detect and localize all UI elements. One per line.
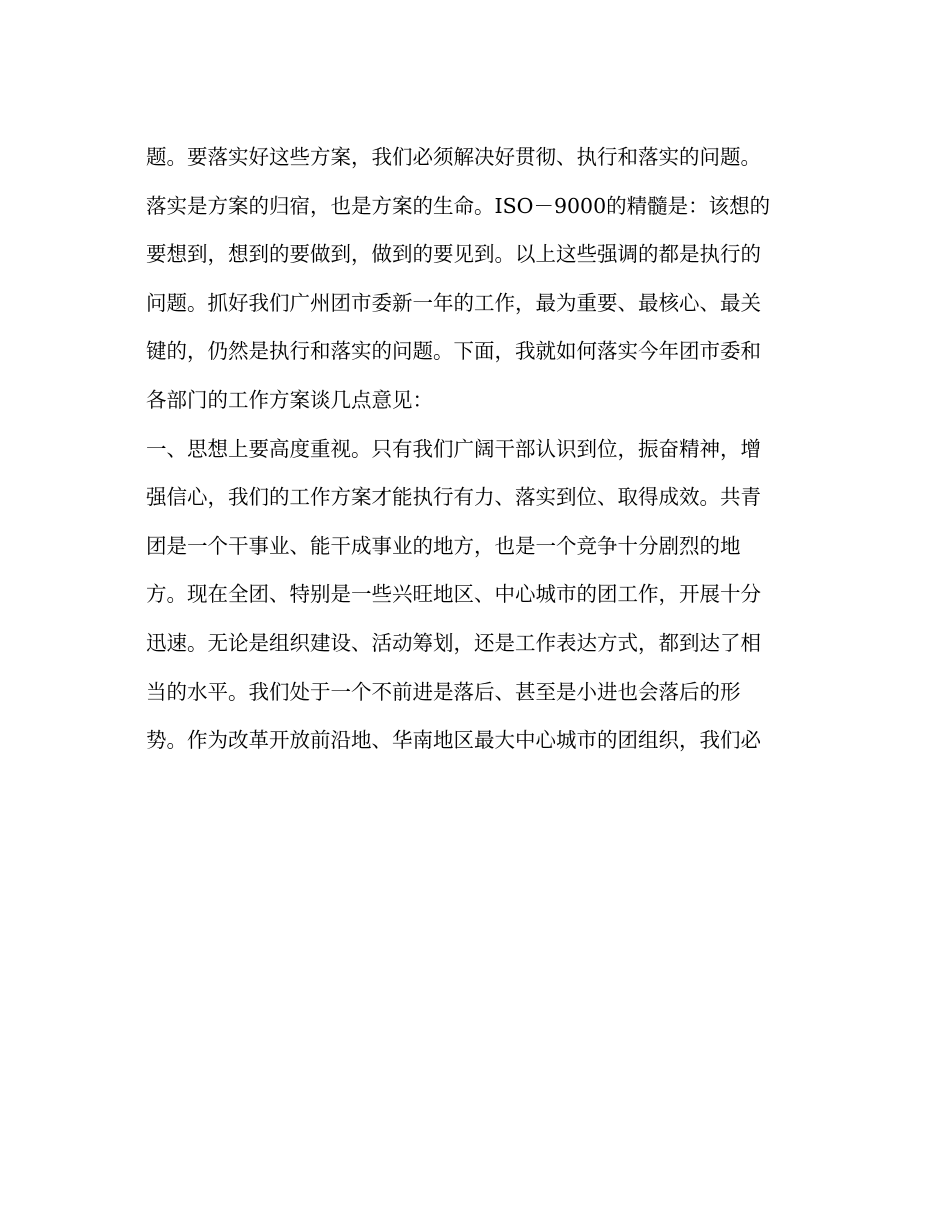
text-line-5: 键的，仍然是执行和落实的问题。下面，我就如何落实今年团市委和 — [146, 339, 761, 364]
text-line-9: 团是一个干事业、能干成事业的地方，也是一个竞争十分剧烈的地 — [146, 533, 741, 558]
text-line-11: 迅速。无论是组织建设、活动筹划，还是工作表达方式，都到达了相 — [146, 630, 761, 655]
text-line-2: 落实是方案的归宿，也是方案的生命。ISO－9000的精髓是：该想的 — [146, 193, 771, 218]
text-line-13: 势。作为改革开放前沿地、华南地区最大中心城市的团组织，我们必 — [146, 728, 761, 753]
text-line-8: 强信心，我们的工作方案才能执行有力、落实到位、取得成效。共青 — [146, 485, 761, 510]
text-line-10: 方。现在全团、特别是一些兴旺地区、中心城市的团工作，开展十分 — [146, 582, 761, 607]
text-line-12: 当的水平。我们处于一个不前进是落后、甚至是小进也会落后的形 — [146, 679, 741, 704]
text-line-1: 题。要落实好这些方案，我们必须解决好贯彻、执行和落实的问题。 — [146, 145, 761, 169]
text-line-3: 要想到，想到的要做到，做到的要见到。以上这些强调的都是执行的 — [146, 242, 761, 267]
body-text — [146, 137, 806, 769]
text-line-4: 问题。抓好我们广州团市委新一年的工作，最为重要、最核心、最关 — [146, 290, 761, 315]
text-line-6: 各部门的工作方案谈几点意见： — [146, 387, 433, 412]
text-line-7: 一、思想上要高度重视。只有我们广阔干部认识到位，振奋精神，增 — [146, 436, 761, 461]
